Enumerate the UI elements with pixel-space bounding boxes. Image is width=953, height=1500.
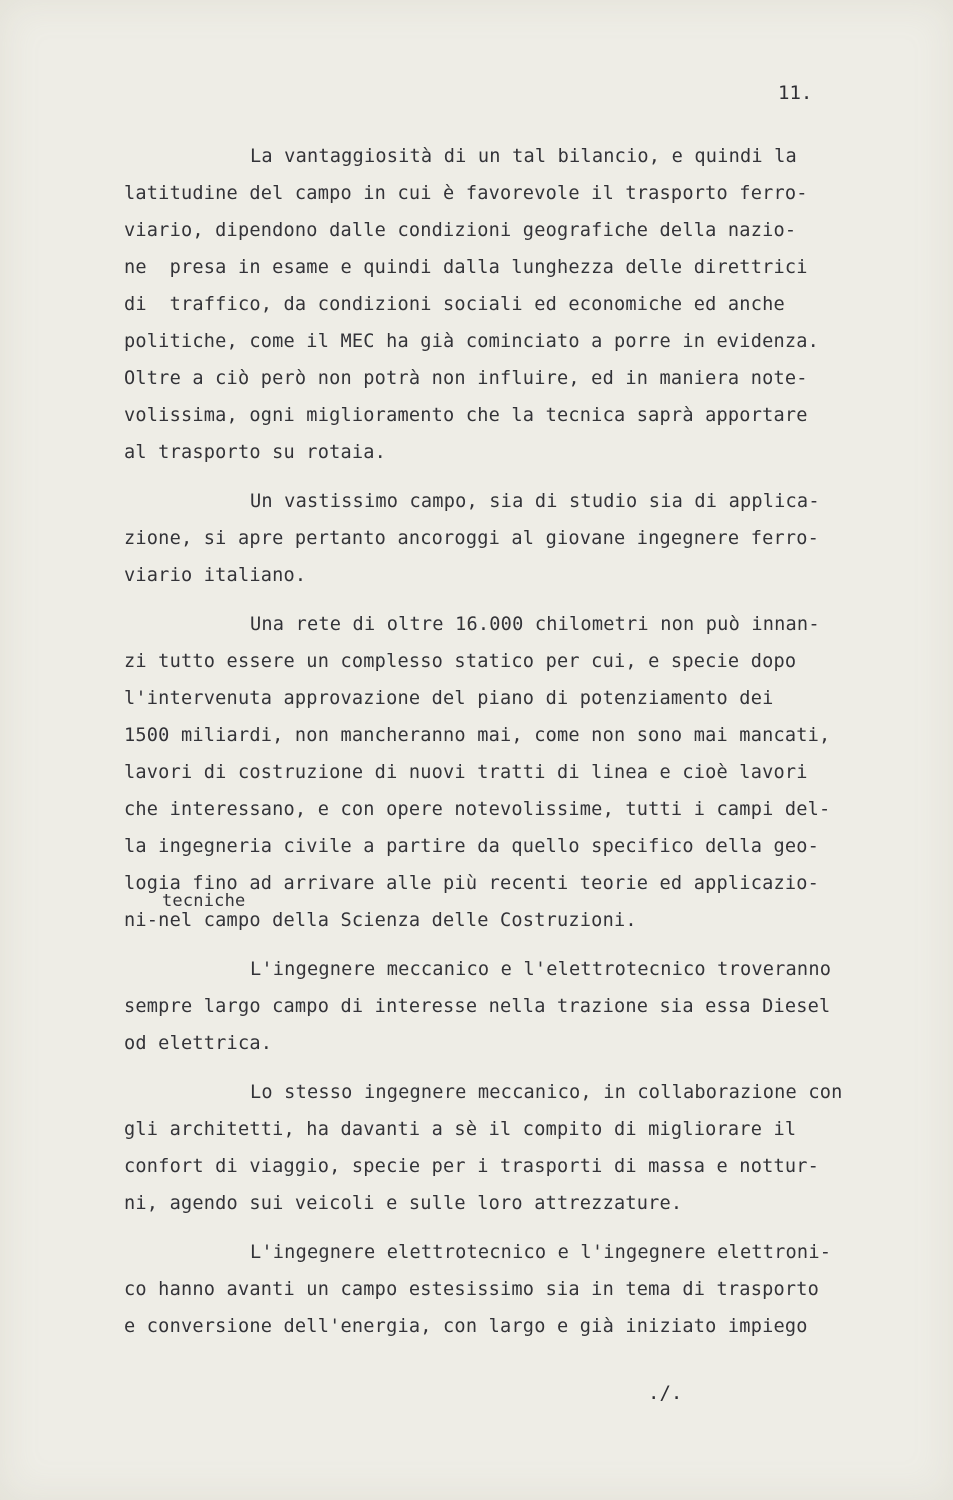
text-line: sempre largo campo di interesse nella trazione sia essa Diesel	[124, 996, 831, 1017]
text-line: L'ingegnere elettrotecnico e l'ingegnere elettroni-	[250, 1242, 832, 1263]
paragraph-1	[124, 138, 904, 471]
text-line: Oltre a ciò però non potrà non influire, ed in maniera note-	[124, 368, 808, 389]
text-line: la ingegneria civile a partire da quello specifico della geo-	[124, 836, 820, 857]
text-line: 1500 miliardi, non mancheranno mai, come non sono mai mancati,	[124, 725, 831, 746]
text-line: che interessano, e con opere notevolissime, tutti i campi del-	[124, 799, 831, 820]
text-line: volissima, ogni miglioramento che la tecnica saprà apportare	[124, 405, 808, 426]
body-text	[124, 138, 904, 1357]
paragraph-2	[124, 483, 904, 594]
text-line: politiche, come il MEC ha già cominciato a porre in evidenza.	[124, 331, 820, 352]
text-line: latitudine del campo in cui è favorevole il trasporto ferro-	[124, 183, 808, 204]
text-line: gli architetti, ha davanti a sè il compito di migliorare il	[124, 1119, 797, 1140]
text-line: l'intervenuta approvazione del piano di potenziamento dei	[124, 688, 774, 709]
paragraph-5	[124, 1074, 904, 1222]
text-line: od elettrica.	[124, 1033, 273, 1054]
text-line: confort di viaggio, specie per i trasporti di massa e nottur-	[124, 1156, 820, 1177]
text-line: Lo stesso ingegnere meccanico, in collaborazione con	[250, 1082, 843, 1103]
paragraph-6	[124, 1234, 904, 1345]
text-line: viario, dipendono dalle condizioni geografiche della nazio-	[124, 220, 797, 241]
text-line: ne presa in esame e quindi dalla lunghezza delle direttrici	[124, 257, 808, 278]
text-line: al trasporto su rotaia.	[124, 442, 387, 463]
text-line: zi tutto essere un complesso statico per cui, e specie dopo	[124, 651, 797, 672]
inserted-word: tecniche	[162, 891, 246, 911]
text-line: di traffico, da condizioni sociali ed economiche ed anche	[124, 294, 785, 315]
text-line: Una rete di oltre 16.000 chilometri non può innan-	[250, 614, 820, 635]
text-line: La vantaggiosità di un tal bilancio, e quindi la	[250, 146, 797, 167]
text-line: e conversione dell'energia, con largo e già iniziato impiego	[124, 1316, 808, 1337]
text-line: ni-nel campo della Scienza delle Costruzioni.	[124, 910, 637, 931]
text-line: viario italiano.	[124, 565, 307, 586]
text-line: Un vastissimo campo, sia di studio sia di applica-	[250, 491, 820, 512]
paragraph-3	[124, 606, 904, 939]
text-line: lavori di costruzione di nuovi tratti di linea e cioè lavori	[124, 762, 808, 783]
text-line: co hanno avanti un campo estesissimo sia in tema di trasporto	[124, 1279, 820, 1300]
continuation-mark: ./.	[648, 1382, 683, 1404]
paragraph-4	[124, 951, 904, 1062]
page-number: 11.	[778, 82, 813, 104]
text-line: L'ingegnere meccanico e l'elettrotecnico troveranno	[250, 959, 832, 980]
text-line: logia fino ad arrivare alle più recenti teorie ed applicazio-	[124, 873, 820, 894]
text-line: ni, agendo sui veicoli e sulle loro attrezzature.	[124, 1193, 683, 1214]
text-line: zione, si apre pertanto ancoroggi al giovane ingegnere ferro-	[124, 528, 820, 549]
